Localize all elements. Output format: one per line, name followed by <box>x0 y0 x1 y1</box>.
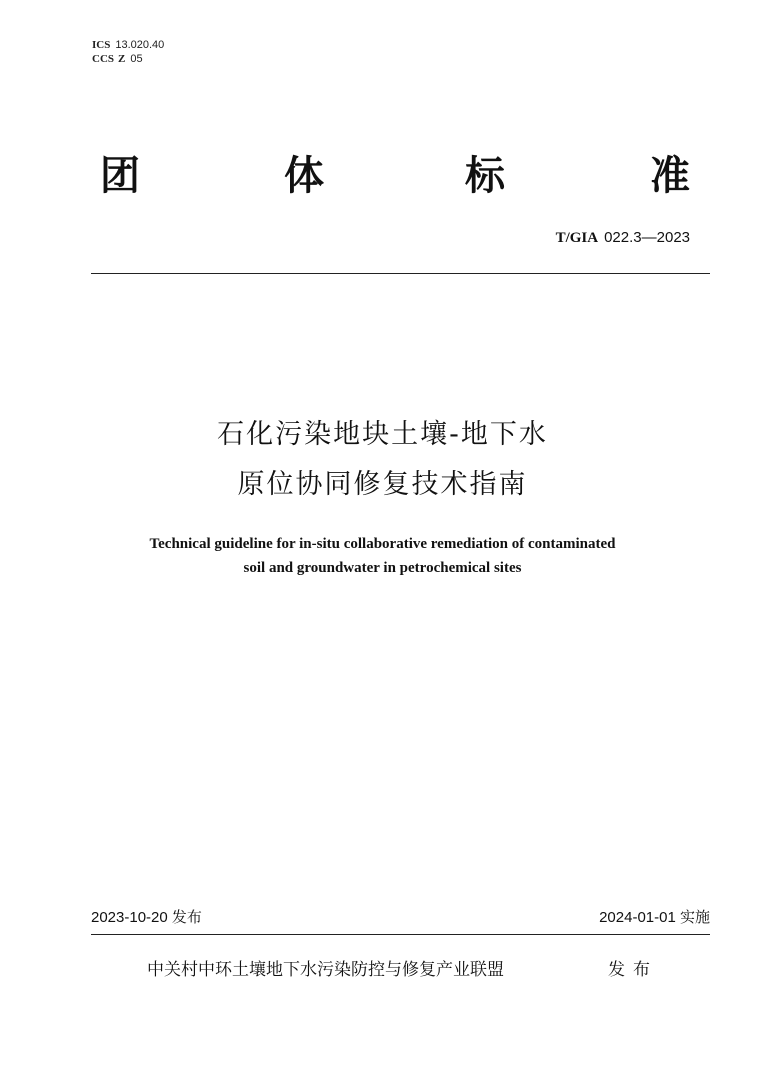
standard-number-prefix: T/GIA <box>555 230 599 246</box>
classification-codes <box>92 38 164 66</box>
standard-type-heading <box>100 150 700 210</box>
issued-label: 发布 <box>608 960 658 980</box>
ccs-value: 05 <box>130 53 143 65</box>
ics-code <box>92 38 164 52</box>
chinese-title-line-2: 原位协同修复技术指南 <box>237 469 528 500</box>
standard-number <box>556 228 690 248</box>
top-divider <box>91 273 710 274</box>
heading-char-3: 标 <box>465 153 505 199</box>
heading-char-2: 体 <box>284 153 324 199</box>
issuing-organization: 中关村中环土壤地下水污染防控与修复产业联盟 <box>147 960 504 980</box>
ics-label: ICS <box>92 39 111 51</box>
implementation-date: 2024-01-01 实施 <box>599 909 710 926</box>
ics-value: 13.020.40 <box>115 39 165 51</box>
chinese-title-line-1: 石化污染地块土壤-地下水 <box>217 419 548 450</box>
standard-number-value: 022.3—2023 <box>604 229 690 246</box>
ccs-code <box>92 52 164 66</box>
heading-char-4: 准 <box>650 153 690 199</box>
english-title-line-1: Technical guideline for in-situ collaborative remediation of contaminated <box>149 536 616 552</box>
heading-char-1: 团 <box>100 153 140 199</box>
ccs-category: Z <box>118 53 126 65</box>
bottom-divider <box>91 934 710 935</box>
ccs-label: CCS <box>92 53 115 65</box>
english-title-line-2: soil and groundwater in petrochemical sites <box>243 560 522 576</box>
issue-date: 2023-10-20 发布 <box>91 909 202 926</box>
